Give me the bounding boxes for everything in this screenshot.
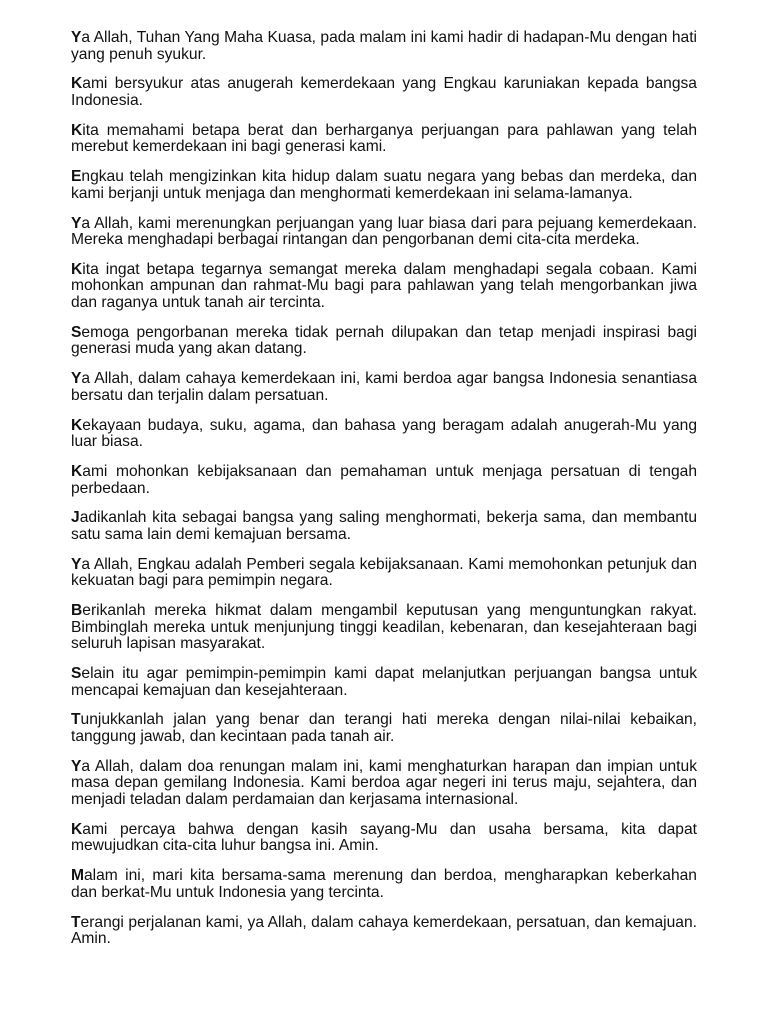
paragraph-initial: Y xyxy=(71,555,82,573)
paragraph-initial: T xyxy=(71,711,81,729)
paragraph xyxy=(71,557,697,590)
paragraph xyxy=(71,262,697,312)
paragraph-text: ami mohonkan kebijaksanaan dan pemahaman untuk menjaga persatuan di tengah perbedaan. xyxy=(71,463,697,497)
paragraph xyxy=(71,76,697,109)
document-page xyxy=(71,30,697,961)
paragraph-text: a Allah, Engkau adalah Pemberi segala kebijaksanaan. Kami memohonkan petunjuk dan kekuatan bagi para pemimpin negara. xyxy=(71,555,697,590)
paragraph-initial: J xyxy=(71,509,80,527)
paragraph-initial: K xyxy=(71,463,83,481)
paragraph-text: ami percaya bahwa dengan kasih sayang-Mu dan usaha bersama, kita dapat mewujudkan cita-cita luhur bangsa ini. Amin. xyxy=(71,820,697,855)
paragraph-initial: Y xyxy=(71,29,82,46)
paragraph-text: a Allah, dalam doa renungan malam ini, kami menghaturkan harapan dan impian untuk masa depan gemilang Indonesia. Kami berdoa agar negeri ini terus maju, sejahtera, dan menjadi teladan dalam perdamaian dan kerjasama internasional. xyxy=(71,757,697,808)
paragraph-initial: Y xyxy=(71,370,82,388)
paragraph-initial: S xyxy=(71,665,82,683)
paragraph xyxy=(71,169,697,202)
paragraph xyxy=(71,822,697,855)
paragraph xyxy=(71,123,697,156)
paragraph xyxy=(71,603,697,653)
paragraph-initial: M xyxy=(71,867,84,885)
paragraph-text: a Allah, dalam cahaya kemerdekaan ini, kami berdoa agar bangsa Indonesia senantiasa bersatu dan terjalin dalam persatuan. xyxy=(71,370,697,404)
paragraph xyxy=(71,510,697,543)
paragraph xyxy=(71,464,697,497)
paragraph-initial: B xyxy=(71,602,83,620)
paragraph-text: erikanlah mereka hikmat dalam mengambil keputusan yang menguntungkan rakyat. Bimbinglah mereka untuk menjunjung tinggi keadilan, kebenaran, dan kesejahteraan bagi seluruh lapisan masyarakat. xyxy=(71,602,697,653)
paragraph xyxy=(71,216,697,249)
paragraph-initial: Y xyxy=(71,214,82,232)
paragraph xyxy=(71,371,697,404)
paragraph-initial: K xyxy=(71,260,83,278)
paragraph xyxy=(71,759,697,809)
paragraph-text: unjukkanlah jalan yang benar dan terangi hati mereka dengan nilai-nilai kebaikan, tanggung jawab, dan kecintaan pada tanah air. xyxy=(71,711,697,745)
paragraph-text: elain itu agar pemimpin-pemimpin kami dapat melanjutkan perjuangan bangsa untuk mencapai kemajuan dan kesejahteraan. xyxy=(71,665,697,699)
paragraph-text: adikanlah kita sebagai bangsa yang saling menghormati, bekerja sama, dan membantu satu sama lain demi kemajuan bersama. xyxy=(71,509,697,543)
paragraph-initial: T xyxy=(71,913,81,931)
paragraph-text: ngkau telah mengizinkan kita hidup dalam suatu negara yang bebas dan merdeka, dan kami berjanji untuk menjaga dan menghormati kemerdekaan ini selama-lamanya. xyxy=(71,168,697,202)
paragraph-initial: Y xyxy=(71,757,82,775)
paragraph-text: ekayaan budaya, suku, agama, dan bahasa yang beragam adalah anugerah-Mu yang luar biasa. xyxy=(71,416,697,451)
paragraph-initial: E xyxy=(71,168,82,186)
paragraph-text: ita memahami betapa berat dan berharganya perjuangan para pahlawan yang telah merebut kemerdekaan ini bagi generasi kami. xyxy=(71,121,697,156)
paragraph xyxy=(71,325,697,358)
paragraph xyxy=(71,418,697,451)
paragraph xyxy=(71,915,697,948)
paragraph-initial: K xyxy=(71,75,83,93)
paragraph-text: alam ini, mari kita bersama-sama merenung dan berdoa, mengharapkan keberkahan dan berkat-Mu untuk Indonesia yang tercinta. xyxy=(71,867,697,901)
paragraph-text: ita ingat betapa tegarnya semangat mereka dalam menghadapi segala cobaan. Kami mohonkan ampunan dan rahmat-Mu bagi para pahlawan yang telah mengorbankan jiwa dan raganya untuk tanah air tercinta. xyxy=(71,260,697,311)
paragraph-initial: K xyxy=(71,820,83,838)
paragraph xyxy=(71,666,697,699)
paragraph-text: erangi perjalanan kami, ya Allah, dalam cahaya kemerdekaan, persatuan, dan kemajuan. Amin. xyxy=(71,913,697,948)
paragraph-initial: K xyxy=(71,121,83,139)
paragraph-initial: S xyxy=(71,323,82,341)
paragraph-text: ami bersyukur atas anugerah kemerdekaan yang Engkau karuniakan kepada bangsa Indonesia. xyxy=(71,75,697,109)
paragraph xyxy=(71,712,697,745)
paragraph xyxy=(71,30,697,63)
paragraph-text: emoga pengorbanan mereka tidak pernah dilupakan dan tetap menjadi inspirasi bagi generasi muda yang akan datang. xyxy=(71,323,697,358)
paragraph-initial: K xyxy=(71,416,83,434)
paragraph xyxy=(71,868,697,901)
paragraph-text: a Allah, Tuhan Yang Maha Kuasa, pada malam ini kami hadir di hadapan-Mu dengan hati yang penuh syukur. xyxy=(71,29,697,63)
paragraph-text: a Allah, kami merenungkan perjuangan yang luar biasa dari para pejuang kemerdekaan. Mereka menghadapi berbagai rintangan dan pengorbanan demi cita-cita merdeka. xyxy=(71,214,697,249)
